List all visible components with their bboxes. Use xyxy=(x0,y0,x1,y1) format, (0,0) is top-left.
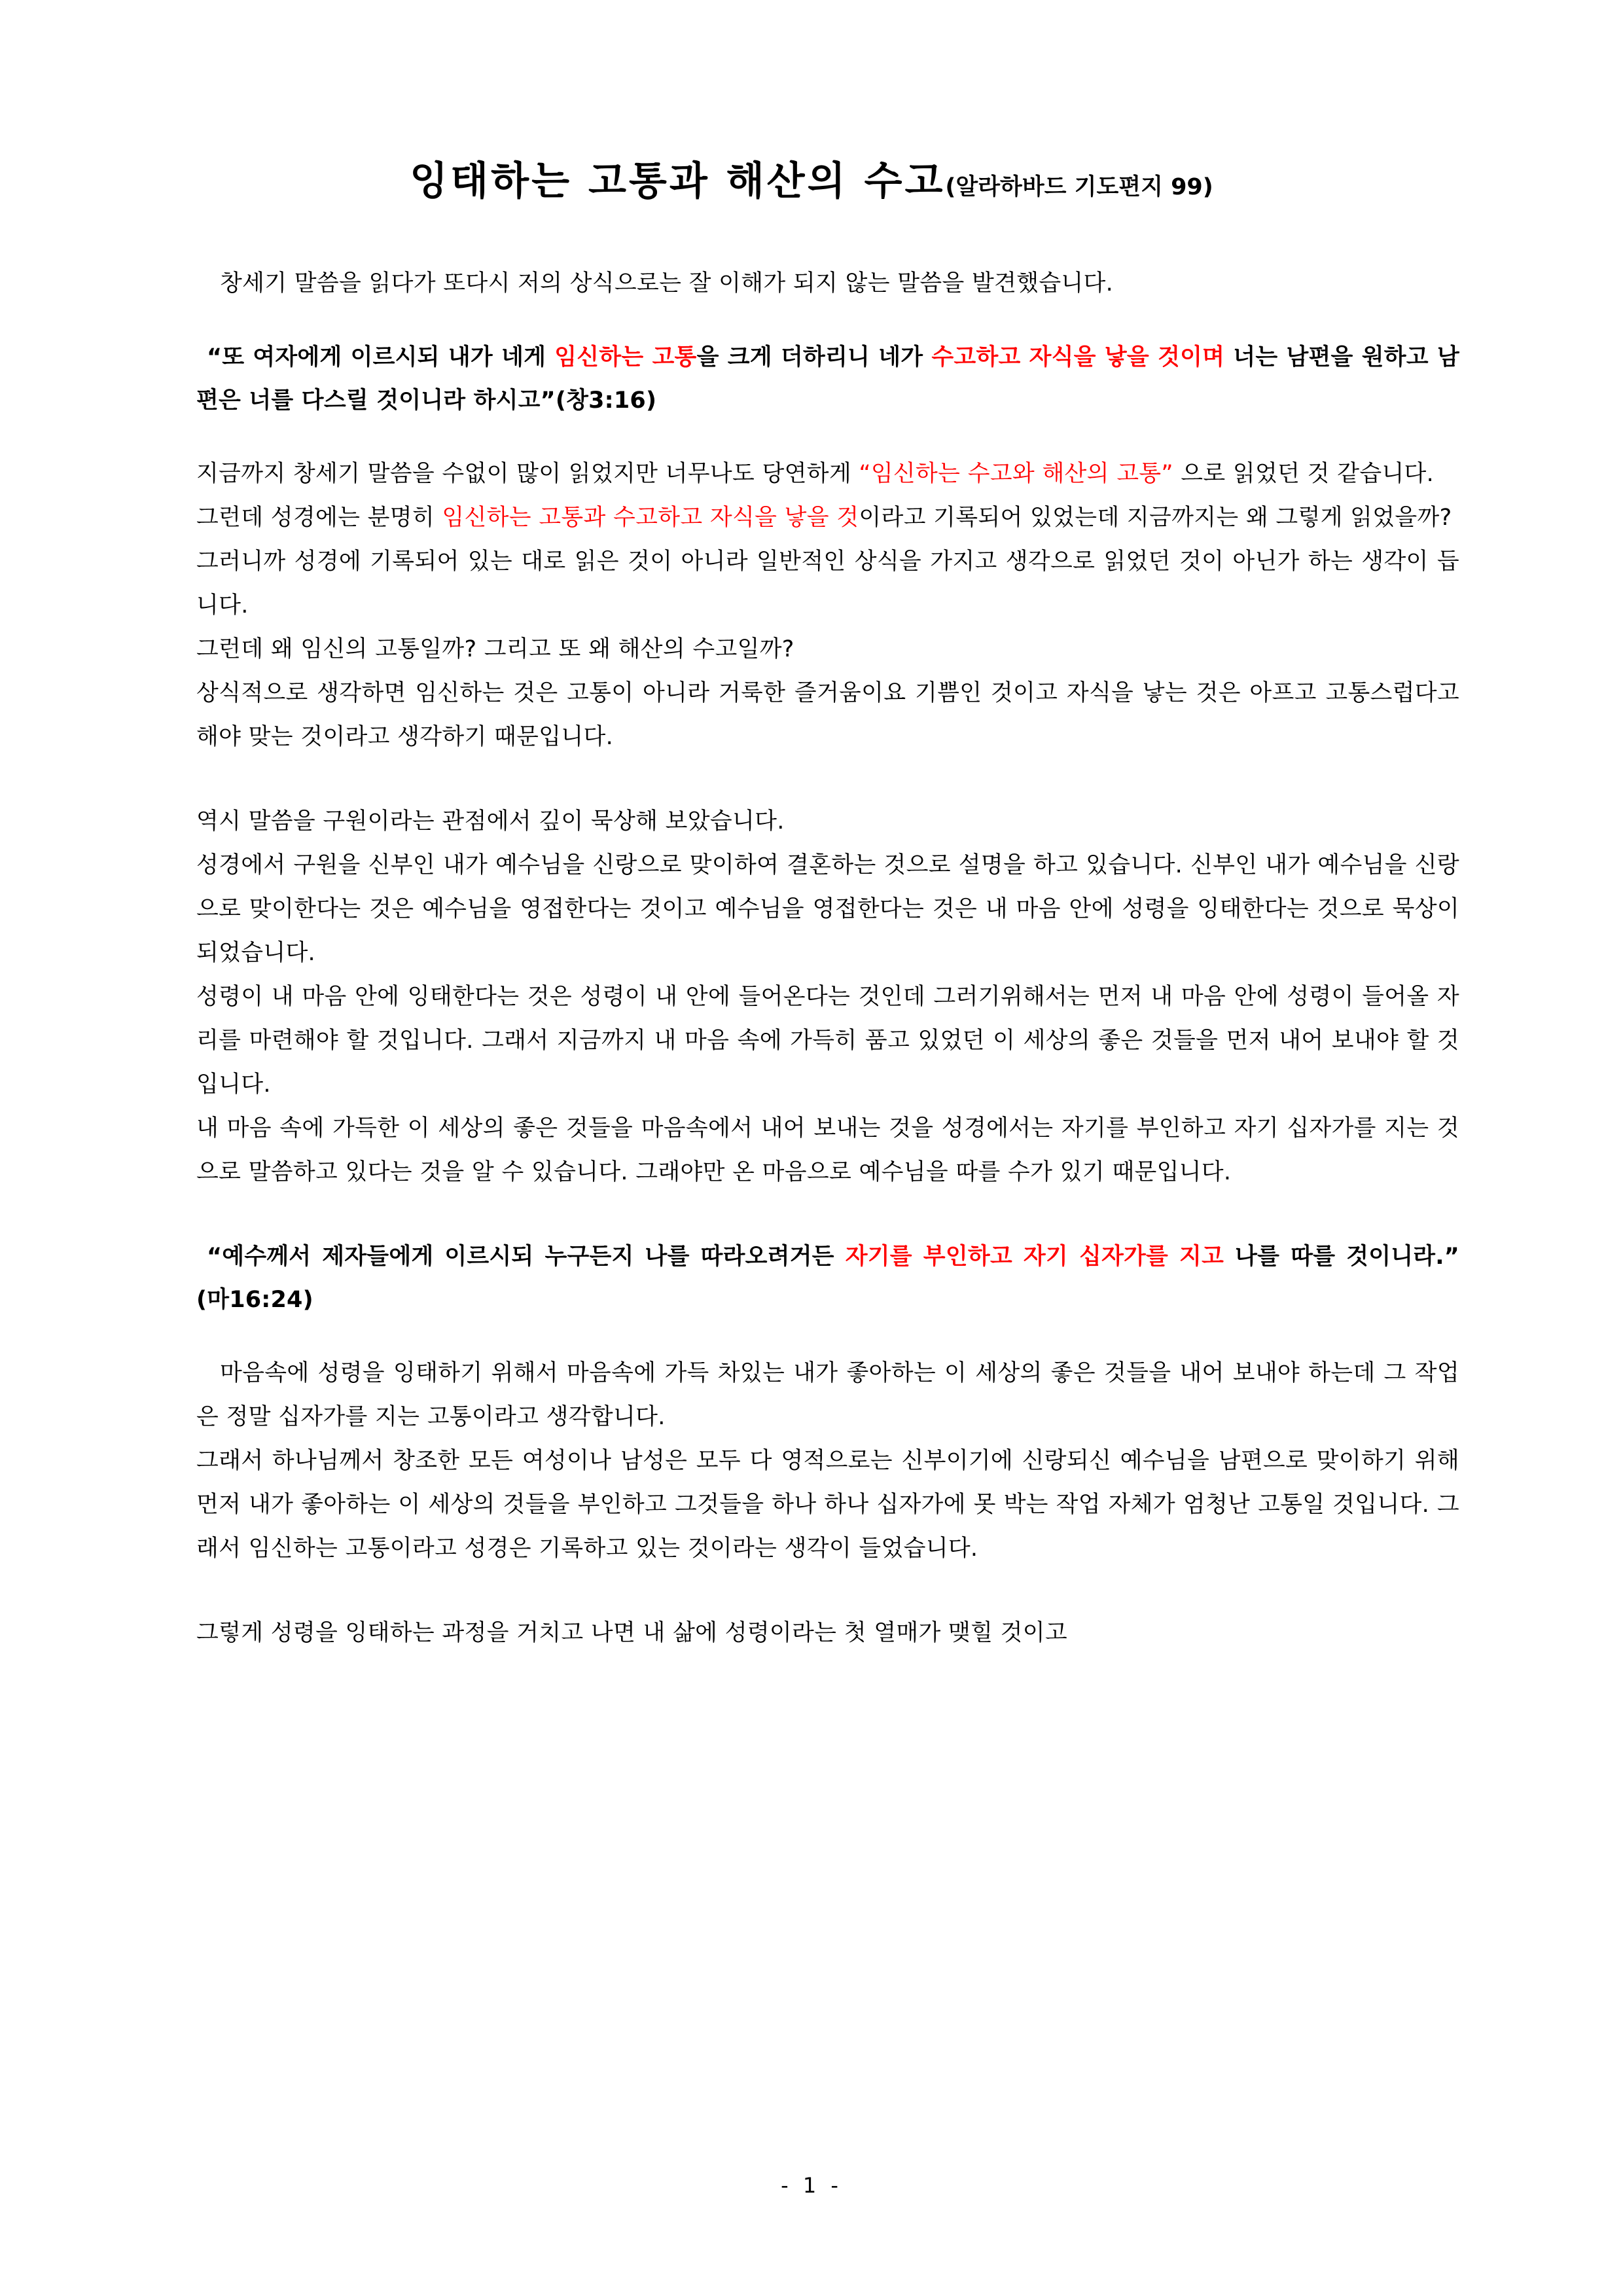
scripture-quote-matthew xyxy=(196,1235,1459,1321)
scripture-quote-genesis xyxy=(196,336,1459,422)
paragraph-intro: 창세기 말씀을 읽다가 또다시 저의 상식으로는 잘 이해가 되지 않는 말씀을 발견했습니다. xyxy=(220,270,1114,296)
p2-segment-1: 지금까지 창세기 말씀을 수없이 많이 읽었지만 너무나도 당연하게 xyxy=(196,461,859,487)
paragraph-9: 성령이 내 마음 안에 잉태한다는 것은 성령이 내 안에 들어온다는 것인데 그러기위해서는 먼저 내 마음 안에 성령이 들어올 자리를 마련해야 할 것입니다. 그래서 지금까지 내 마음 속에 가득히 품고 있었던 이 세상의 좋은 것들을 먼저 내어 보내야 할 것입니다. xyxy=(196,984,1459,1098)
quote1-segment-1: “또 여자에게 이르시되 내가 네게 xyxy=(207,344,555,370)
quote1-highlight-1: 임신하는 고통 xyxy=(554,344,697,370)
title-main-text: 잉태하는 고통과 해산의 수고 xyxy=(410,158,946,204)
title-subtitle-text: (알라하바드 기도편지 99) xyxy=(945,174,1213,200)
quote1-segment-3: 너는 남편을 원하고 남편은 너를 다스릴 것이니라 하시고” xyxy=(196,344,1459,414)
paragraph-12: 그래서 하나님께서 창조한 모든 여성이나 남성은 모두 다 영적으로는 신부이기에 신랑되신 예수님을 남편으로 맞이하기 위해 먼저 내가 좋아하는 이 세상의 것들을 부인하고 그것들을 하나 하나 십자가에 못 박는 작업 자체가 엄청난 고통일 것입니다. 그래서 임신하는 고통이라고 성경은 기록하고 있는 것이라는 생각이 들었습니다. xyxy=(196,1448,1459,1562)
paragraph-4: 그러니까 성경에 기록되어 있는 대로 읽은 것이 아니라 일반적인 상식을 가지고 생각으로 읽었던 것이 아닌가 하는 생각이 듭니다. xyxy=(196,548,1459,619)
paragraph-6: 상식적으로 생각하면 임신하는 것은 고통이 아니라 거룩한 즐거움이요 기쁨인 것이고 자식을 낳는 것은 아프고 고통스럽다고 해야 맞는 것이라고 생각하기 때문입니다. xyxy=(196,680,1459,750)
document-body xyxy=(196,262,1459,1655)
paragraph-2 xyxy=(196,452,1459,496)
paragraph-5: 그런데 왜 임신의 고통일까? 그리고 또 왜 해산의 수고일까? xyxy=(196,636,794,662)
p3-highlight-1: 임신하는 고통과 수고하고 자식을 낳을 것 xyxy=(442,505,859,531)
page-title xyxy=(0,0,1623,203)
p2-highlight-1: “임신하는 수고와 해산의 고통” xyxy=(859,461,1173,487)
quote1-segment-2: 을 크게 더하리니 네가 xyxy=(696,344,932,370)
p3-segment-1: 그런데 성경에는 분명히 xyxy=(196,505,442,531)
quote1-reference: (창3:16) xyxy=(555,387,657,414)
p3-segment-2: 이라고 기록되어 있었는데 지금까지는 왜 그렇게 읽었을까? xyxy=(859,505,1452,531)
paragraph-3 xyxy=(196,496,1459,540)
spacer xyxy=(196,759,1459,800)
paragraph-11: 마음속에 성령을 잉태하기 위해서 마음속에 가득 차있는 내가 좋아하는 이 세상의 좋은 것들을 내어 보내야 하는데 그 작업은 정말 십자가를 지는 고통이라고 생각합니다. xyxy=(196,1360,1459,1430)
paragraph-7: 역시 말씀을 구원이라는 관점에서 깊이 묵상해 보았습니다. xyxy=(196,808,785,834)
spacer xyxy=(196,1321,1459,1352)
quote2-reference: (마16:24) xyxy=(196,1287,313,1313)
paragraph-13: 그렇게 성령을 잉태하는 과정을 거치고 나면 내 삶에 성령이라는 첫 열매가 맺힐 것이고 xyxy=(196,1620,1067,1646)
paragraph-10: 내 마음 속에 가득한 이 세상의 좋은 것들을 마음속에서 내어 보내는 것을 성경에서는 자기를 부인하고 자기 십자가를 지는 것으로 말씀하고 있다는 것을 알 수 있습니다. 그래야만 온 마음으로 예수님을 따를 수가 있기 때문입니다. xyxy=(196,1115,1459,1185)
spacer xyxy=(196,422,1459,452)
p2-segment-2: 으로 읽었던 것 같습니다. xyxy=(1173,461,1435,487)
quote1-highlight-2: 수고하고 자식을 낳을 것이며 xyxy=(931,344,1225,370)
quote2-highlight-1: 자기를 부인하고 자기 십자가를 지고 xyxy=(845,1244,1224,1270)
spacer xyxy=(196,1571,1459,1611)
spacer xyxy=(196,306,1459,336)
page-number-footer: - 1 - xyxy=(781,2173,842,2198)
quote2-segment-2: 나를 따를 것이니라.” xyxy=(1224,1244,1459,1270)
quote2-segment-1: “예수께서 제자들에게 이르시되 누구든지 나를 따라오려거든 xyxy=(207,1244,846,1270)
paragraph-8: 성경에서 구원을 신부인 내가 예수님을 신랑으로 맞이하여 결혼하는 것으로 설명을 하고 있습니다. 신부인 내가 예수님을 신랑으로 맞이한다는 것은 예수님을 영접한다는 것이고 예수님을 영접한다는 것은 내 마음 안에 성령을 잉태한다는 것으로 묵상이 되었습니다. xyxy=(196,852,1459,966)
spacer xyxy=(196,1194,1459,1235)
